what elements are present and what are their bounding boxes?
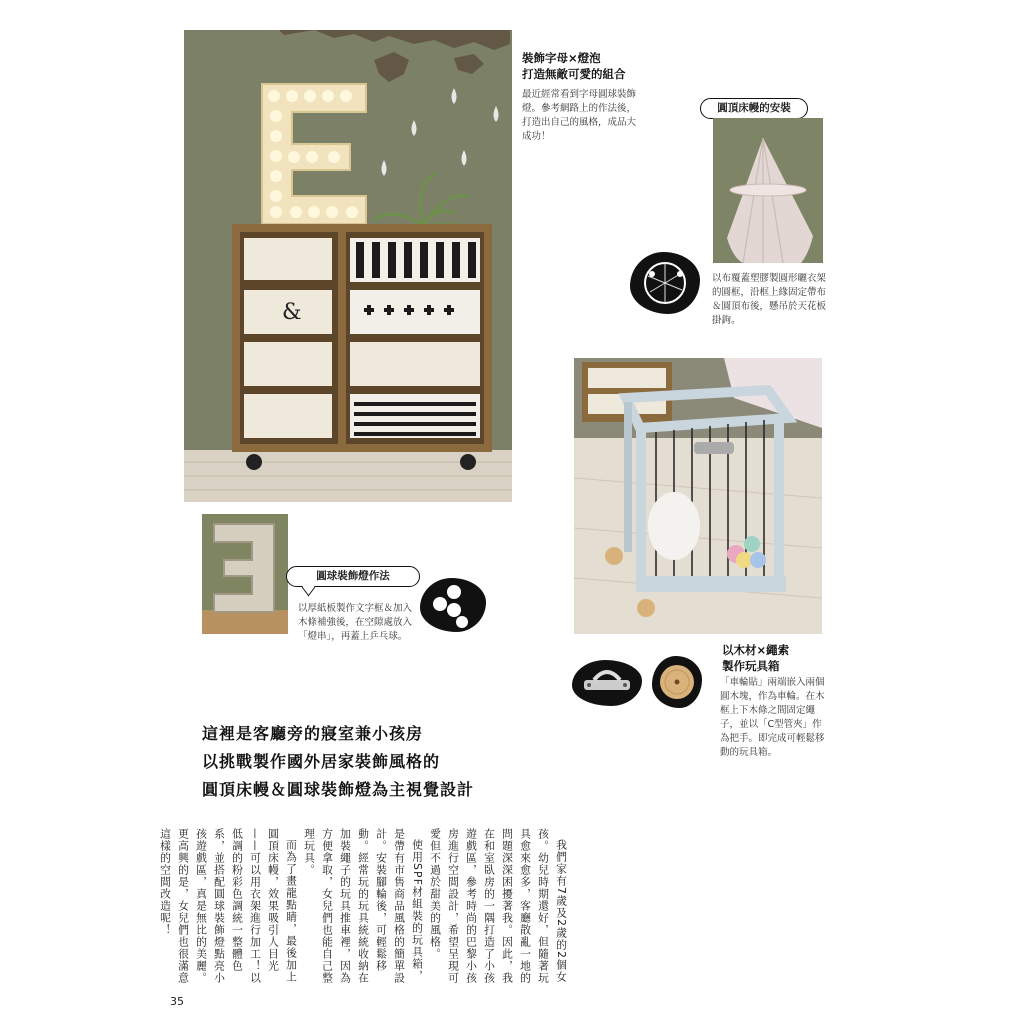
page-number: 35 (170, 995, 184, 1008)
lamp-caption-title (522, 50, 626, 82)
body-paragraph-2: 使用SPF材組裝的玩具箱，是帶有市售商品風格的簡單設計。安裝腳輪後，可輕鬆移動。經常玩的玩具統統收納在加裝繩子的玩具推車裡，因為方便拿取，女兒們也能自己整理玩具。 (303, 828, 424, 984)
lamp-title-line1: 裝飾字母×燈泡 (522, 51, 601, 65)
toybox-caption-body: 「車輪貼」兩端嵌入兩個圓木塊，作為車輪。在木框上下木條之間固定繩子，並以「C型管夾」作為把手。即完成可輕鬆移動的玩具箱。 (720, 677, 825, 758)
storage-cabinet (232, 224, 492, 470)
marquee-letter-e (262, 84, 366, 224)
body-paragraph-3: 而為了畫龍點睛，最後加上圓頂床幔，效果吸引人目光——可以用衣架進行加工！以低調的粉彩色調統一整體色系，並搭配圓球裝飾燈點亮小孩遊戲區，真是無比的美麗。更高興的是，女兒們也很滿意這樣的空間改造呢！ (159, 828, 298, 984)
ball-lamp-caption-body: 以厚紙板製作文字框＆加入木條補強後，在空隙處放入「燈串」，再蓋上乒乓球。 (298, 603, 413, 642)
canopy-hoop-diagram (630, 252, 700, 314)
headline-line1: 這裡是客廳旁的寢室兼小孩房 (202, 724, 424, 743)
toybox-title-line1: 以木材×繩索 (722, 643, 790, 657)
lamp-title-line2: 打造無敵可愛的組合 (522, 67, 626, 81)
headline-line2: 以挑戰製作國外居家裝飾風格的 (202, 752, 441, 771)
drawer-ampersand: & (282, 300, 302, 325)
ball-lamp-photo (202, 514, 288, 634)
toybox-photo (574, 358, 822, 634)
headline-line3: 圓頂床幔＆圓球裝飾燈為主視覺設計 (202, 780, 475, 799)
main-room-photo (184, 30, 512, 502)
toybox-caption-title (722, 642, 789, 674)
body-paragraph-1: 我們家有7歲及2歲的2個女孩。幼兒時期還好，但隨著玩具愈來愈多，客廳散亂一地的問題深深困擾著我。因此，我在和室臥房的一隅打造了小孩遊戲區，參考時尚的巴黎小孩房進行空間設計，希望呈現可愛但不過於甜美的風格。 (429, 828, 568, 984)
toybox-title-line2: 製作玩具箱 (722, 659, 780, 673)
ping-pong-ball-diagram (420, 578, 486, 632)
canopy-label: 圓頂床幔的安裝 (700, 98, 808, 119)
wood-wheel-diagram (652, 656, 702, 708)
article-body-vertical (159, 828, 570, 993)
canopy-caption-body: 以布覆蓋塑膠製圓形曬衣架的圓框，沿框上緣固定帶布＆圓頂布後，懸吊於天花板掛鉤。 (712, 273, 827, 326)
canopy-photo (713, 118, 823, 263)
pipe-clamp-diagram (572, 660, 642, 706)
ball-lamp-label: 圓球裝飾燈作法 (286, 566, 420, 587)
lamp-caption-body: 最近經常看到字母圓球裝飾燈。參考網路上的作法後，打造出自己的風格，成品大成功！ (522, 89, 637, 142)
page-headline (202, 720, 474, 804)
